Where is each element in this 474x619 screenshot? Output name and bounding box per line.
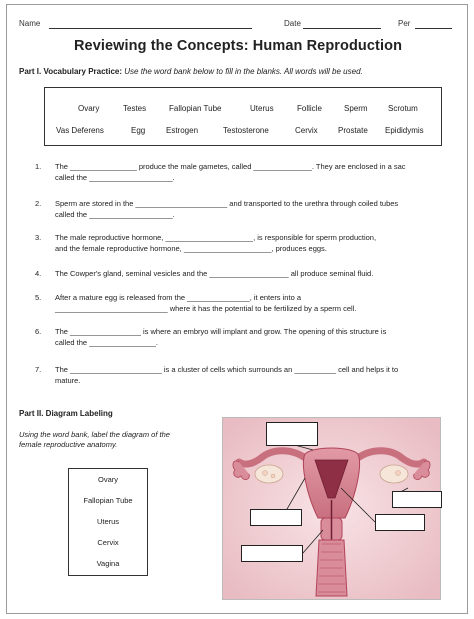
diagram-label-box-2[interactable] xyxy=(392,491,442,508)
question-number: 4. xyxy=(35,269,42,278)
question-number: 5. xyxy=(35,293,42,302)
question-line: The ______________________ is a cluster of cells which surrounds an __________ cell and helps it to xyxy=(55,365,399,374)
diagram-word-bank-item: Ovary xyxy=(97,475,118,484)
question-line: Sperm are stored in the ______________________ and transported to the urethra through coiled tubes xyxy=(55,199,399,208)
word-bank-item: Epididymis xyxy=(385,126,424,135)
question-number: 7. xyxy=(35,365,42,374)
word-bank-item: Cervix xyxy=(295,126,318,135)
diagram-word-bank-item: Cervix xyxy=(97,538,119,547)
diagram-label-box-3[interactable] xyxy=(250,509,302,526)
word-bank-item: Estrogen xyxy=(166,126,199,135)
date-field[interactable] xyxy=(303,28,381,29)
question-line: ___________________________ where it has the potential to be fertilized by a sperm cell. xyxy=(55,304,357,313)
question-line: After a mature egg is released from the _______________, it enters into a xyxy=(55,293,301,302)
word-bank-item: Egg xyxy=(131,126,146,135)
word-bank-item: Scrotum xyxy=(388,104,418,113)
word-bank-item: Vas Deferens xyxy=(56,126,104,135)
diagram-label-box-5[interactable] xyxy=(241,545,303,562)
question-line: and the female reproductive hormone, _____________________, produces eggs. xyxy=(55,244,327,253)
page-title: Reviewing the Concepts: Human Reproduction xyxy=(73,38,403,54)
question-line: called the ____________________. xyxy=(55,210,175,219)
question-number: 1. xyxy=(35,162,42,171)
name-label: Name xyxy=(19,19,41,28)
diagram-label-box-4[interactable] xyxy=(375,514,425,531)
part1-heading-line xyxy=(19,67,363,76)
question-line: The _________________ is where an embryo will implant and grow. The opening of this structure is xyxy=(55,327,387,336)
word-bank-item: Testosterone xyxy=(223,126,269,135)
question-number: 2. xyxy=(35,199,42,208)
name-field[interactable] xyxy=(49,28,252,29)
left-ovary xyxy=(255,465,283,483)
diagram-word-bank-item: Fallopian Tube xyxy=(83,496,133,505)
question-line: The male reproductive hormone, _____________________, is responsible for sperm production, xyxy=(55,233,377,242)
word-bank-item: Follicle xyxy=(297,104,322,113)
period-label: Per xyxy=(398,19,411,28)
word-bank-item: Fallopian Tube xyxy=(169,104,222,113)
question-line: called the ________________. xyxy=(55,338,159,347)
word-bank-item: Testes xyxy=(123,104,147,113)
question-number: 3. xyxy=(35,233,42,242)
part2-instruction-line: Using the word bank, label the diagram of the xyxy=(19,430,170,439)
word-bank-item: Prostate xyxy=(338,126,368,135)
diagram-word-bank xyxy=(68,468,148,576)
worksheet-page xyxy=(6,4,468,614)
question-line: The Cowper's gland, seminal vesicles and the ___________________ all produce seminal fluid. xyxy=(55,269,374,278)
word-bank-item: Uterus xyxy=(250,104,274,113)
date-label: Date xyxy=(284,19,301,28)
question-line: mature. xyxy=(55,376,81,385)
part2-heading xyxy=(19,409,113,418)
reproductive-anatomy-diagram xyxy=(222,417,441,600)
part2-instruction xyxy=(19,430,219,450)
part1-heading: Part I. Vocabulary Practice: xyxy=(19,67,123,76)
right-ovary xyxy=(380,465,408,483)
follicle-icon xyxy=(263,471,268,476)
diagram-word-bank-item: Uterus xyxy=(96,517,120,526)
part2-heading-text: Part II. Diagram Labeling xyxy=(19,409,113,418)
part2-instruction-line: female reproductive anatomy. xyxy=(19,440,118,449)
follicle-icon xyxy=(396,471,401,476)
word-bank-item: Ovary xyxy=(78,104,100,113)
question-line: called the ____________________. xyxy=(55,173,175,182)
period-field[interactable] xyxy=(415,28,452,29)
question-number: 6. xyxy=(35,327,42,336)
diagram-label-box-1[interactable] xyxy=(266,422,318,446)
question-line: The ________________ produce the male gametes, called ______________. They are enclosed in a sac xyxy=(55,162,406,171)
diagram-word-bank-item: Vagina xyxy=(96,559,120,568)
word-bank xyxy=(44,87,442,146)
follicle-icon xyxy=(271,474,275,478)
part1-instruction: Use the word bank below to fill in the blanks. All words will be used. xyxy=(124,67,363,76)
word-bank-item: Sperm xyxy=(344,104,368,113)
